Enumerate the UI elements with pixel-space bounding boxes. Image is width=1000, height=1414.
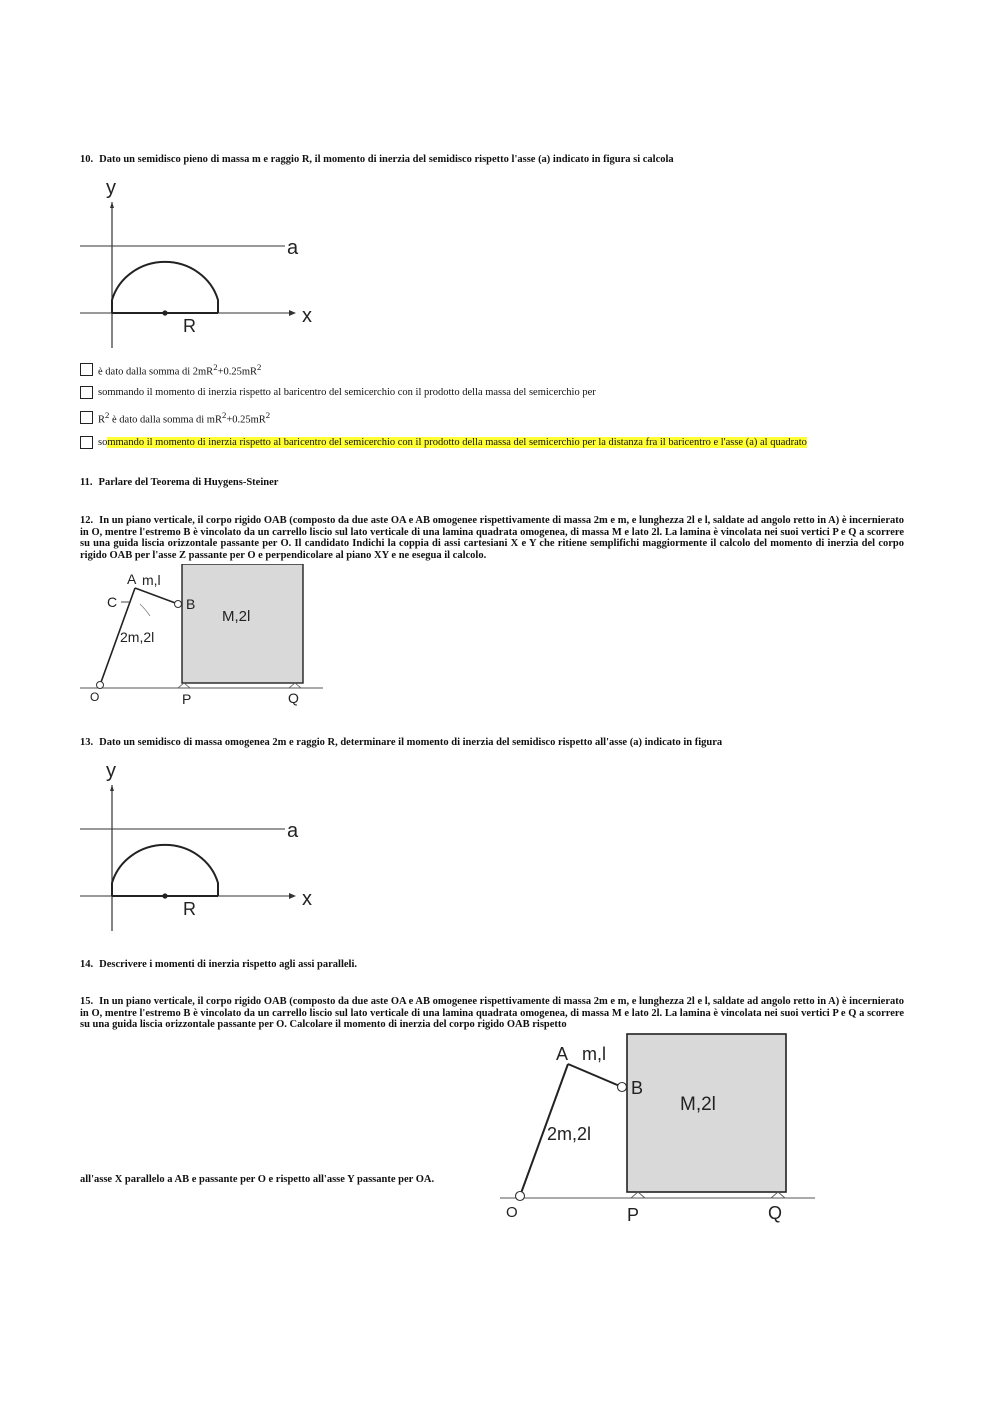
highlighted-answer: mmando il momento di inerzia rispetto al baricentro del semicerchio con il prodotto della massa del semicerchio per la distanza fra il baricentro e l'asse (a) al quadrato	[107, 437, 807, 448]
semidisk-figure-2	[80, 755, 330, 935]
question-12: 12. In un piano verticale, il corpo rigido OAB (composto da due aste OA e AB omogenee rispettivamente di massa 2m e m, e lunghezza 2l e l, saldate ad angolo retto in A) è incernierato in O, mentre l'estremo B è vincolato da un carrello liscio sul lato verticale di una lamina quadrata omogenea, di massa M e lato 2l. La lamina è vincolata nei suoi vertici P e Q a scorrere su una guida liscia orizzontale passante per O. Il candidato Indichi la coppia di assi cartesiani X e Y che ritiene semplifichi maggiormente il calcolo del momento di inerzia del corpo rigido OAB per l'asse Z passante per O e perpendicolare al piano XY e ne esegua il calcolo.	[80, 515, 904, 561]
option-1[interactable]	[80, 362, 261, 378]
point-p-label: P	[182, 691, 192, 707]
point-a-label: A	[127, 571, 137, 587]
point-q-label: Q	[768, 1203, 783, 1223]
option-checkbox[interactable]	[80, 363, 93, 376]
question-13: 13. Dato un semidisco di massa omogenea 2m e raggio R, determinare il momento di inerzia del semidisco rispetto all'asse (a) indicato in figura	[80, 737, 723, 748]
point-b-label: B	[631, 1078, 644, 1098]
radius-label: R	[183, 316, 196, 336]
rigid-body-figure-1	[80, 564, 330, 710]
question-number: 10.	[80, 154, 94, 165]
option-checkbox[interactable]	[80, 386, 93, 399]
option-4[interactable]	[80, 436, 807, 449]
radius-label: R	[183, 899, 196, 919]
option-text: sommando il momento di inerzia rispetto al baricentro del semicerchio con il prodotto della massa del semicerchio per la distanza fra il baricentro e l'asse (a) al quadrato	[98, 437, 807, 448]
option-text: sommando il momento di inerzia rispetto al baricentro del semicerchio con il prodotto della massa del semicerchio per	[98, 387, 596, 398]
x-axis-label: x	[302, 888, 312, 910]
oa-mass-label: 2m,2l	[547, 1124, 592, 1144]
rigid-body-figure-2	[490, 1030, 820, 1230]
option-3[interactable]	[80, 410, 270, 426]
option-text: è dato dalla somma di $2mR^2+0.25mR^2$	[98, 362, 262, 378]
y-axis-label: y	[106, 177, 116, 199]
y-axis-label: y	[106, 760, 116, 782]
question-text: Dato un semidisco pieno di massa m e raggio R, il momento di inerzia del semidisco rispetto l'asse (a) indicato in figura si calcola	[99, 154, 674, 165]
point-o-label: O	[90, 690, 100, 704]
a-axis-label: a	[287, 237, 299, 259]
ab-mass-label: m,l	[142, 572, 161, 588]
point-c-label: C	[107, 594, 118, 610]
x-axis-label: x	[302, 305, 312, 327]
point-a-label: A	[556, 1044, 569, 1064]
question-14: 14. Descrivere i momenti di inerzia rispetto agli assi paralleli.	[80, 959, 358, 970]
option-2[interactable]	[80, 386, 596, 399]
plate-label: M,2l	[680, 1094, 716, 1115]
option-text: $R^2$ è dato dalla somma di $mR^2+0.25mR^2$	[98, 410, 271, 426]
point-p-label: P	[627, 1205, 640, 1225]
point-q-label: Q	[288, 690, 299, 706]
option-checkbox[interactable]	[80, 436, 93, 449]
ab-mass-label: m,l	[582, 1044, 606, 1064]
point-b-label: B	[186, 596, 196, 612]
question-15-tail: all'asse X parallelo a AB e passante per O e rispetto all'asse Y passante per OA.	[80, 1174, 435, 1185]
question-15: 15. In un piano verticale, il corpo rigido OAB (composto da due aste OA e AB omogenee rispettivamente di massa 2m e m, e lunghezza 2l e l, saldate ad angolo retto in A) è incernierato in O, mentre l'estremo B è vincolato da un carrello liscio sul lato verticale di una lamina quadrata omogenea, di massa M e lato 2l. La lamina è vincolata nei suoi vertici P e Q a scorrere su una guida liscia orizzontale passante per O. Calcolare il momento di inerzia del corpo rigido OAB rispetto	[80, 996, 904, 1030]
point-o-label: O	[506, 1204, 518, 1221]
plate-label: M,2l	[222, 608, 251, 625]
option-checkbox[interactable]	[80, 411, 93, 424]
oa-mass-label: 2m,2l	[120, 629, 155, 645]
semidisk-figure-1	[80, 172, 330, 352]
question-10	[80, 154, 674, 166]
a-axis-label: a	[287, 820, 299, 842]
question-11: 11. Parlare del Teorema di Huygens-Steiner	[80, 477, 279, 488]
